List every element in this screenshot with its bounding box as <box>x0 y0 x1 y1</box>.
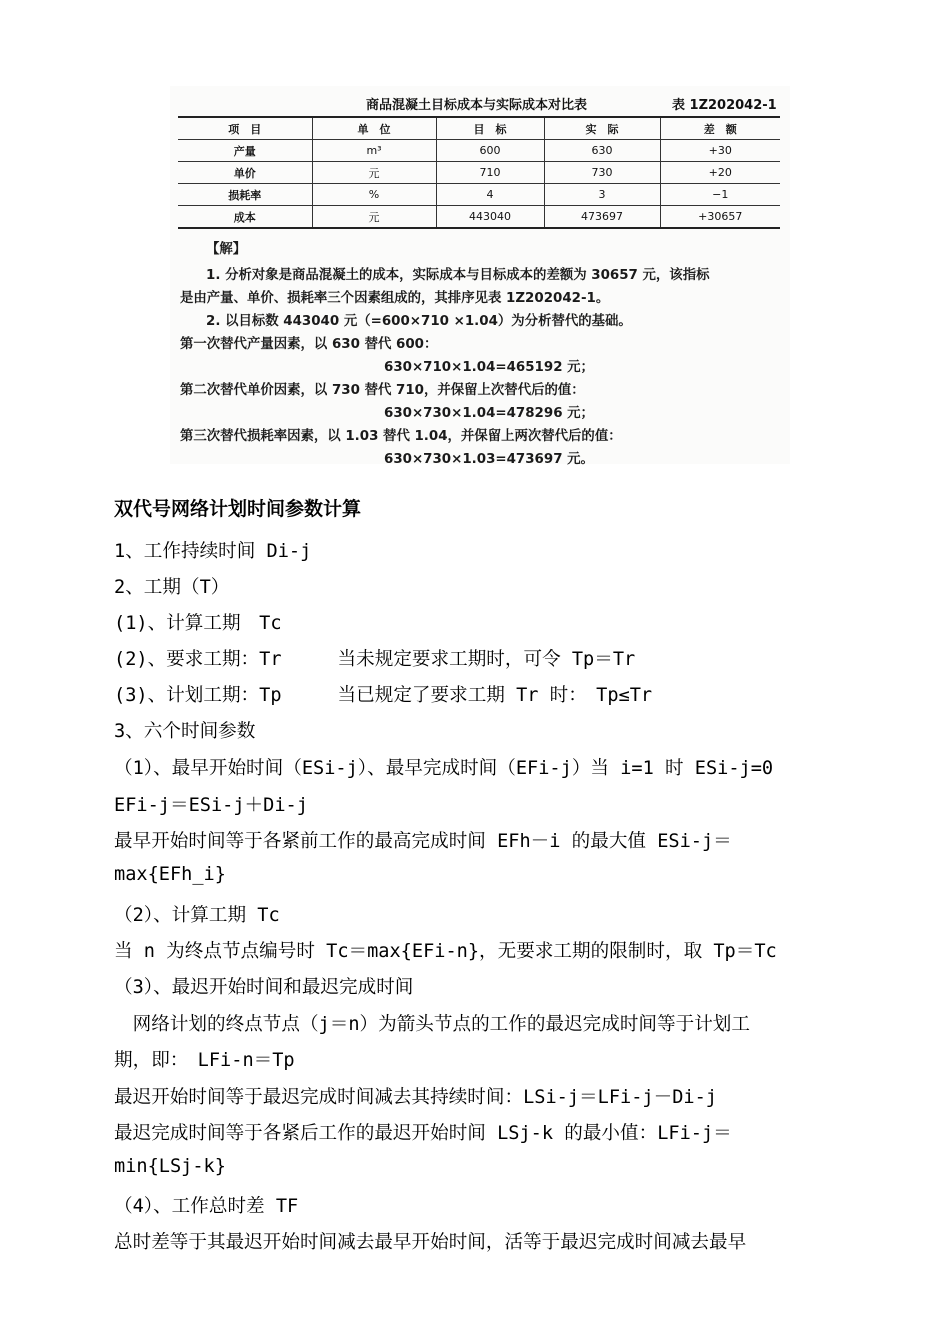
table-cell: 443040 <box>436 206 544 229</box>
text-line: 3、六个时间参数 <box>114 721 256 742</box>
text-line: 当 n 为终点节点编号时 Tc＝max{EFi-n}，无要求工期的限制时，取 Tp＝Tc <box>114 941 777 962</box>
text-line <box>114 645 635 671</box>
solution-formula: 630×730×1.03=473697 元。 <box>384 452 594 467</box>
table-cell: 3 <box>544 184 660 206</box>
table-cell: 元 <box>312 206 436 229</box>
text-line: 最迟开始时间等于最迟完成时间减去其持续时间：LSi-j＝LFi-j－Di-j <box>114 1087 717 1108</box>
text-line: max{EFh_i} <box>114 864 226 885</box>
table-cell: 单价 <box>178 162 312 184</box>
table-cell: 630 <box>544 140 660 162</box>
solution-line: 2. 以目标数 443040 元（=600×710 ×1.04）为分析替代的基础。 <box>206 314 632 329</box>
col-header: 项 目 <box>178 117 312 140</box>
table-caption <box>170 94 790 114</box>
text-line: 期，即： LFi-n＝Tp <box>114 1050 295 1071</box>
table-cell: 损耗率 <box>178 184 312 206</box>
col-header: 单 位 <box>312 117 436 140</box>
text-line: 网络计划的终点节点（j＝n）为箭头节点的工作的最迟完成时间等于计划工 <box>114 1014 750 1035</box>
text-segment: 当已规定了要求工期 Tr 时： Tp≤Tr <box>337 685 653 706</box>
table-cell: 730 <box>544 162 660 184</box>
table-cell: 4 <box>436 184 544 206</box>
table-cell: 元 <box>312 162 436 184</box>
text-line: 1、工作持续时间 Di-j <box>114 541 312 562</box>
table-cell: % <box>312 184 436 206</box>
table-cell: 473697 <box>544 206 660 229</box>
table-cell: +20 <box>660 162 780 184</box>
table-cell: 成本 <box>178 206 312 229</box>
col-header: 差 额 <box>660 117 780 140</box>
section-heading: 双代号网络计划时间参数计算 <box>114 498 362 520</box>
solution-line: 是由产量、单价、损耗率三个因素组成的，其排序见表 1Z202042-1。 <box>180 291 610 306</box>
text-line: 2、工期（T） <box>114 577 230 598</box>
text-line: （1）、最早开始时间（ESi-j）、最早完成时间（EFi-j）当 i=1 时 ESi-j=0 <box>114 758 774 779</box>
solution-line: 第二次替代单价因素，以 730 替代 710，并保留上次替代后的值： <box>180 383 585 398</box>
solution-line: 第一次替代产量因素，以 630 替代 600： <box>180 337 438 352</box>
text-line: 最迟完成时间等于各紧后工作的最迟开始时间 LSj-k 的最小值：LFi-j＝ <box>114 1123 732 1144</box>
table-row <box>178 140 780 162</box>
text-line: 总时差等于其最迟开始时间减去最早开始时间，活等于最迟完成时间减去最早 <box>114 1232 747 1253</box>
text-line: min{LSj-k} <box>114 1156 226 1177</box>
col-header: 实 际 <box>544 117 660 140</box>
text-line: 最早开始时间等于各紧前工作的最高完成时间 EFh－i 的最大值 ESi-j＝ <box>114 831 732 852</box>
table-row <box>178 162 780 184</box>
table-cell: +30 <box>660 140 780 162</box>
text-line: （2）、计算工期 Tc <box>114 905 280 926</box>
table-header-row <box>178 117 780 140</box>
table-cell: 产量 <box>178 140 312 162</box>
solution-label: 【解】 <box>206 242 247 257</box>
solution-line: 第三次替代损耗率因素，以 1.03 替代 1.04，并保留上两次替代后的值： <box>180 429 622 444</box>
col-header: 目 标 <box>436 117 544 140</box>
table-cell: +30657 <box>660 206 780 229</box>
table-cell: m³ <box>312 140 436 162</box>
scanned-excerpt <box>170 86 790 467</box>
table-row <box>178 206 780 229</box>
solution-line: 1. 分析对象是商品混凝土的成本，实际成本与目标成本的差额为 30657 元，该指标 <box>206 268 710 283</box>
text-segment: 当未规定要求工期时，可令 Tp＝Tr <box>337 649 636 670</box>
table-row <box>178 184 780 206</box>
text-line: (1)、计算工期 Tc <box>114 613 282 634</box>
text-line: EFi-j＝ESi-j＋Di-j <box>114 795 308 816</box>
solution-formula: 630×730×1.04=478296 元； <box>384 406 594 421</box>
text-segment: (2)、要求工期：Tr <box>114 649 282 670</box>
text-line <box>114 681 652 707</box>
table-cell: 710 <box>436 162 544 184</box>
cost-comparison-table <box>178 116 780 229</box>
table-title: 商品混凝土目标成本与实际成本对比表 <box>366 98 588 113</box>
text-line: （3）、最迟开始时间和最迟完成时间 <box>114 977 414 998</box>
table-cell: 600 <box>436 140 544 162</box>
solution-formula: 630×710×1.04=465192 元； <box>384 360 594 375</box>
text-line: （4）、工作总时差 TF <box>114 1196 299 1217</box>
text-segment: (3)、计划工期：Tp <box>114 685 282 706</box>
table-number: 表 1Z202042-1 <box>672 98 777 113</box>
table-cell: −1 <box>660 184 780 206</box>
